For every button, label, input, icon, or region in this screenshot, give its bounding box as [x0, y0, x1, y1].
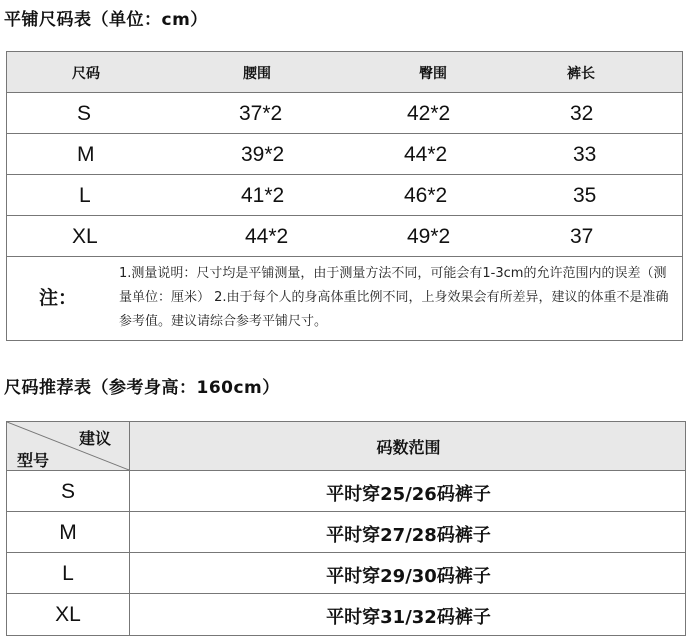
header-waist: 腰围	[243, 66, 271, 82]
cell-waist: 37*2	[239, 102, 283, 125]
cell-length: 32	[570, 102, 594, 125]
cell-size: XL	[55, 603, 81, 626]
table-row	[7, 216, 682, 257]
header-size-range: 码数范围	[376, 438, 441, 457]
cell-length: 37	[570, 225, 594, 248]
cell-size: M	[59, 521, 77, 544]
table-row	[7, 471, 685, 512]
size-table-title: 平铺尺码表（单位：cm）	[4, 10, 208, 30]
cell-waist: 39*2	[241, 143, 285, 166]
cell-size: S	[60, 480, 75, 503]
table-row	[7, 553, 685, 594]
cell-size: M	[77, 143, 95, 166]
recommend-table-header	[7, 422, 685, 471]
size-table	[6, 51, 683, 341]
cell-size: S	[77, 102, 92, 125]
cell-hip: 42*2	[407, 102, 451, 125]
cell-recommendation: 平时穿25/26码裤子	[326, 484, 491, 505]
cell-waist: 41*2	[241, 184, 285, 207]
note-label: 注：	[39, 287, 78, 309]
cell-length: 35	[573, 184, 597, 207]
cell-size: L	[62, 562, 74, 585]
cell-recommendation: 平时穿27/28码裤子	[326, 525, 491, 546]
table-row	[7, 175, 682, 216]
header-size: 尺码	[72, 66, 100, 82]
cell-size: XL	[72, 225, 98, 248]
size-table-header	[7, 52, 682, 93]
cell-recommendation: 平时穿29/30码裤子	[326, 566, 491, 587]
note-text: 1.测量说明：尺寸均是平铺测量，由于测量方法不同，可能会有1-3cm的允许范围内的误差（测量单位：厘米） 2.由于每个人的身高体重比例不同，上身效果会有所差异，建议的体重不是准确参考值。建议请综合参考平铺尺寸。	[119, 266, 669, 329]
cell-length: 33	[573, 143, 597, 166]
cell-hip: 49*2	[407, 225, 451, 248]
cell-size: L	[79, 184, 91, 207]
recommend-table-title: 尺码推荐表（参考身高：160cm）	[4, 378, 280, 398]
cell-hip: 44*2	[404, 143, 448, 166]
header-hip: 臀围	[419, 66, 447, 82]
table-row	[7, 134, 682, 175]
recommend-table	[6, 421, 686, 636]
table-row	[7, 93, 682, 134]
cell-recommendation: 平时穿31/32码裤子	[326, 607, 491, 628]
corner-top-label: 建议	[79, 429, 112, 448]
table-row	[7, 594, 685, 635]
cell-waist: 44*2	[245, 225, 289, 248]
corner-bottom-label: 型号	[17, 451, 50, 470]
header-length: 裤长	[567, 66, 595, 82]
table-row	[7, 512, 685, 553]
cell-hip: 46*2	[404, 184, 448, 207]
